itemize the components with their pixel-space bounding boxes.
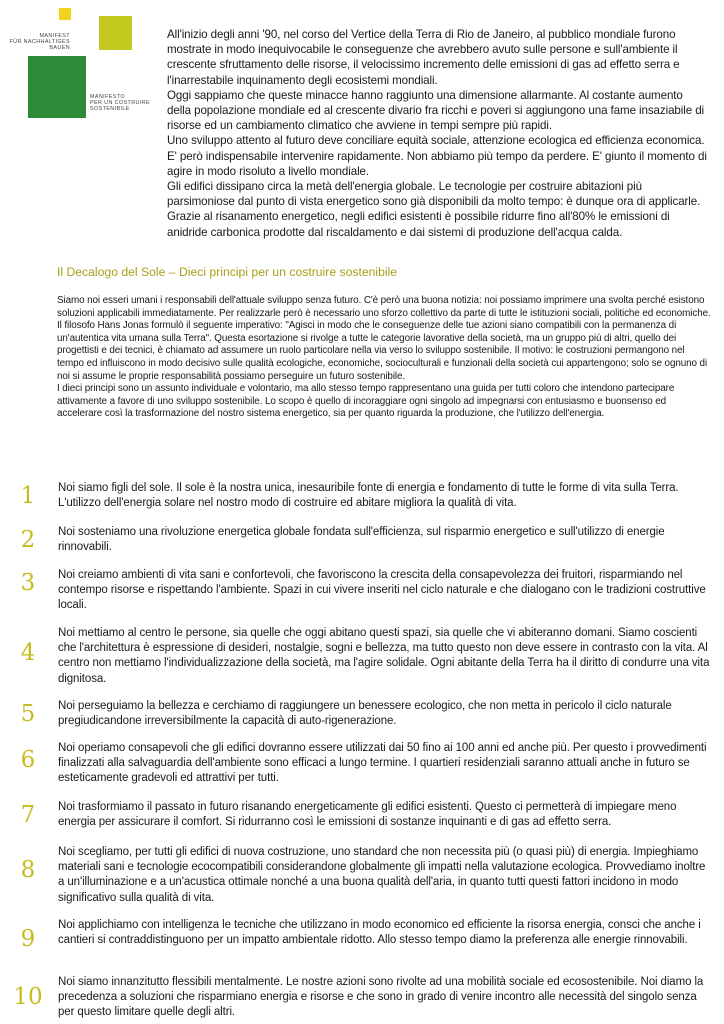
- intro-paragraph: Uno sviluppo attento al futuro deve conciliare equità sociale, attenzione ecologica ed efficienza economica. E' però indispensabile intervenire rapidamente. Non abbiamo più tempo da perdere. E' giunto il momento di agire in modo risoluto a livello mondiale.: [167, 134, 707, 178]
- principle-number: 2: [20, 527, 36, 553]
- intro-paragraph: Gli edifici dissipano circa la metà dell'energia globale. Le tecnologie per costruire abitazioni più parsimoniose dal punto di vista energetico sono già disponibili da molto tempo: è dunque ora di applicarle. Grazie al risanamento energetico, negli edifici esistenti è possibile ridurre fino all'80% le emissioni di anidride carbonica prodotte dal riscaldamento e dai sistemi di produzione dell'acqua calda.: [167, 180, 701, 239]
- principle-number: 9: [20, 926, 36, 952]
- logo-line: MANIFESTO: [90, 94, 125, 100]
- body-paragraph: Siamo noi esseri umani i responsabili dell'attuale sviluppo senza futuro. C'è però una buona notizia: noi possiamo imprimere una svolta perché esistono soluzioni applicabili immediatamente. Per realizzarle però è necessario uno sforzo collettivo da parte di tutte le istituzioni sociali, politiche ed economiche.: [57, 295, 711, 319]
- principle-number: 4: [20, 640, 36, 666]
- principle-text: Noi perseguiamo la bellezza e cerchiamo di raggiungere un benessere ecologico, che non metta in pericolo il ciclo naturale pregiudicandone irreversibilmente la capacità di auto-rigenerazione.: [58, 700, 672, 728]
- section-heading: Il Decalogo del Sole – Dieci principi per un costruire sostenibile: [57, 265, 398, 279]
- principle-text: Noi operiamo consapevoli che gli edifici dovranno essere utilizzati dai 50 fino ai 100 anni ed anche più. Per questo i provvedimenti finalizzati alla salvaguardia dell'ambiente sono efficaci a lungo termine. I quartieri residenziali saranno attuali anche in futuro se esteticamente gradevoli ed attrattivi per tutti.: [58, 742, 707, 785]
- logo-text-italian: [90, 94, 150, 113]
- logo-line: PER UN COSTRUIRE: [90, 100, 151, 107]
- logo-line: MANIFEST: [39, 33, 70, 39]
- logo-text-german: [0, 33, 70, 52]
- principle-number: 3: [20, 570, 36, 596]
- logo-yellow-square: [59, 8, 71, 20]
- principle-number: 1: [20, 483, 36, 509]
- intro-paragraph: Oggi sappiamo che queste minacce hanno raggiunto una dimensione allarmante. Al costante aumento della popolazione mondiale ed al crescente divario fra ricchi e poveri si aggiungono una fame insaziabile di risorse ed un cambiamento climatico che avviene in tempi sempre più rapidi.: [167, 88, 705, 133]
- principle-text: Noi mettiamo al centro le persone, sia quelle che oggi abitano questi spazi, sia quelle che vi abiteranno domani. Siamo coscienti che l'architettura è espressione di desideri, nostalgie, sogni e bellezza, ma tutto questo non deve essere in contrasto con la vita. Al centro non mettiamo l'individualizzazione della società, ma l'agire solidale. Ogni abitante della Terra ha il diritto di condurre una vita dignitosa.: [58, 627, 710, 685]
- body-paragraph: I dieci principi sono un assunto individuale e volontario, ma allo stesso tempo rappresentano una guida per tutti coloro che intendono partecipare attivamente a favore di uno sviluppo sostenibile. Lo scopo è quello di incoraggiare ogni singolo ad impegnarsi con entusiasmo e buonsenso ed accelerare così la trasformazione del nostro sistema energetico, sia per quanto riguarda la produzione, che l'utilizzo dell'energia.: [57, 383, 675, 420]
- intro-paragraph: All'inizio degli anni '90, nel corso del Vertice della Terra di Rio de Janeiro, al pubblico mondiale furono mostrate in modo inequivocabile le conseguenze che avrebbero avuto sulle persone e sull'ambiente il crescente sfruttamento delle risorse, il velocissimo incremento delle emissioni di gas ad effetto serra e l'inarrestabile inquinamento degli ecosistemi mondiali.: [167, 28, 680, 87]
- logo-line: FÜR NACHHALTIGES: [9, 39, 70, 46]
- principle-number: 6: [20, 747, 36, 773]
- body-text: [57, 295, 713, 421]
- logo-lime-square: [99, 16, 132, 50]
- principle-number: 8: [20, 857, 36, 883]
- logo-green-square: [28, 56, 86, 118]
- principle-text: Noi siamo innanzitutto flessibili mentalmente. Le nostre azioni sono rivolte ad una mobilità sociale ed ecosostenibile. Noi diamo la precedenza a soluzioni che risparmiano energia e risorse e che sono in grado di venire incontro alle necessità del singolo senza per questo limitare quelle degli altri.: [58, 976, 704, 1019]
- principle-number: 10: [13, 984, 43, 1010]
- manifesto-logo: [9, 8, 151, 120]
- principle-text: Noi trasformiamo il passato in futuro risanando energeticamente gli edifici esistenti. Questo ci permetterà di impiegare meno energia per assicurare il comfort. Si ridurranno così le emissioni di sostanze inquinanti e di gas ad effetto serra.: [58, 801, 677, 829]
- principle-text: Noi applichiamo con intelligenza le tecniche che utilizzano in modo economico ed efficiente la risorsa energia, consci che anche i cantieri si contraddistinguono per un impatto ambientale ridotto. Allo stesso tempo diamo la preferenza alle energie rinnovabili.: [58, 919, 701, 947]
- logo-line: BAUEN: [49, 45, 70, 52]
- logo-line: SOSTENIBILE: [90, 106, 130, 113]
- principle-text: Noi creiamo ambienti di vita sani e confortevoli, che favoriscono la crescita della consapevolezza dei fruitori, risparmiando nel contempo risorse e rispettando l'ambiente. Spazi in cui vivere inseriti nel ciclo naturale e che dialogano con le tradizioni costruttive locali.: [58, 569, 706, 612]
- principle-number: 7: [20, 802, 36, 828]
- principle-number: 5: [20, 701, 36, 727]
- principle-text: Noi siamo figli del sole. Il sole è la nostra unica, inesauribile fonte di energia e fondamento di tutte le forme di vita sulla Terra. L'utilizzo dell'energia solare nel nostro modo di costruire ed abitare migliora la qualità di vita.: [58, 482, 679, 510]
- principle-text: Noi scegliamo, per tutti gli edifici di nuova costruzione, uno standard che non necessita più (o quasi più) di energia. Impieghiamo materiali sani e tecnologie ecocompatibili considerandone globalmente gli impatti nella valutazione ecologica. Provvediamo inoltre a un'illuminazione e a un'acustica ottimale nonché a una buona qualità dell'aria, in quanto tutti questi fattori incidono in modo significativo sulla qualità di vita.: [58, 846, 706, 904]
- intro-text: [167, 27, 707, 240]
- principle-text: Noi sosteniamo una rivoluzione energetica globale fondata sull'efficienza, sul risparmio energetico e sull'utilizzo di energie rinnovabili.: [58, 526, 665, 554]
- body-paragraph: Il filosofo Hans Jonas formulò il seguente imperativo: "Agisci in modo che le conseguenze delle tue azioni siano compatibili con la permanenza di un'autentica vita umana sulla Terra". Questa esortazione si rivolge a tutte le categorie lavorative della società, ma un gruppo più di altri, quello dei progettisti e dei tecnici, è chiamato ad assumere un ruolo particolare nella via verso lo sviluppo sostenibile. Il motivo: le costruzioni permangono nel tempo ed influiscono in modo decisivo sulle qualità ecologiche, economiche, socioculturali e funzionali della società cui appartengono; solo se ognuno di noi si assume le proprie responsabilità possiamo perseguire un futuro sostenibile.: [57, 320, 708, 382]
